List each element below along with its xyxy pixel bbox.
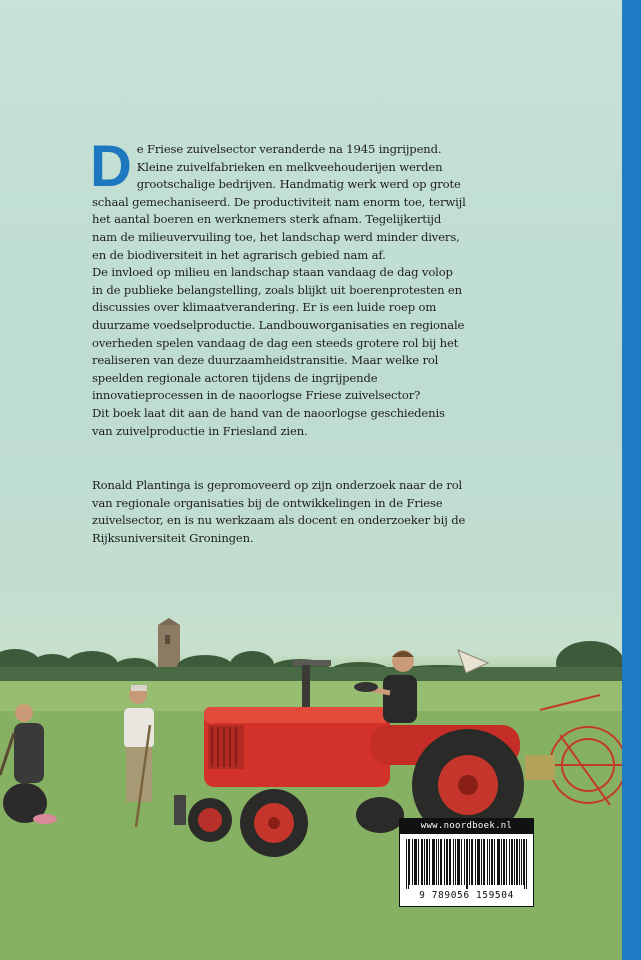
blurb-paragraph-3: Dit boek laat dit aan de hand van de naoorlogse geschiedenis van zuivelproductie in Friesland zien. <box>92 405 445 438</box>
barcode-bar <box>506 839 507 885</box>
barcode-bar <box>478 839 479 885</box>
blurb-paragraph-1-start: e Friese zuivelsector veranderde na 1945 ingrijpend. Kleine zuivelfabrieken en melkveehouderijen werden grootschalige bedrijven. Handmatig werk werd op grote <box>136 142 461 192</box>
author-bio <box>92 477 467 547</box>
barcode-bar <box>438 839 439 885</box>
barcode-bar <box>461 839 462 885</box>
barcode-bar <box>427 839 428 885</box>
barcode-bar <box>472 839 473 885</box>
barcode-label <box>399 818 534 907</box>
barcode-bar <box>415 839 416 885</box>
barcode-bar <box>491 839 492 885</box>
barcode-bar <box>416 839 417 885</box>
barcode-bar <box>440 839 441 885</box>
barcode-bar <box>523 839 524 885</box>
barcode-bar <box>514 839 515 885</box>
barcode-bar <box>455 839 456 885</box>
barcode-bar <box>498 839 499 885</box>
barcode-bar <box>517 839 518 885</box>
barcode-bar <box>418 839 419 885</box>
barcode-bar <box>426 839 427 885</box>
barcode-bar <box>481 839 482 885</box>
barcode-bar <box>459 839 460 885</box>
barcode-bar <box>412 839 413 885</box>
blurb-paragraph-2: De invloed op milieu en landschap staan vandaag de dag volop in de publieke belangstelling, zoals blijkt uit boerenprotesten en discussies over klimaatverandering. Er is een luide roep om duurzame voedselproductie. Landbouworganisaties en regionale overheden spelen vandaag de dag een steeds grotere rol bij het realiseren van deze duurzaamheidstransitie. Maar welke rol speelden regionale actoren tijdens de ingrijpende innovatieprocessen in de naoorlogse Friese zuivelsector? <box>92 265 465 403</box>
barcode-bar <box>409 839 410 885</box>
barcode-bar <box>464 839 465 885</box>
barcode-bar <box>469 839 470 885</box>
barcode-bar <box>483 839 484 885</box>
barcode-bar <box>492 839 493 885</box>
barcode-bar <box>457 839 458 885</box>
barcode-bar <box>444 839 445 885</box>
barcode-bar <box>489 839 490 885</box>
barcode-bar <box>475 839 476 885</box>
barcode-bar <box>453 839 454 885</box>
barcode-bar <box>422 839 423 885</box>
blurb-text <box>90 134 467 440</box>
barcode-bar <box>497 839 498 885</box>
barcode-bar <box>516 839 517 885</box>
barcode-bar <box>446 839 447 885</box>
barcode-bar <box>436 839 437 885</box>
barcode-bar <box>501 839 502 885</box>
author-bio-text: Ronald Plantinga is gepromoveerd op zijn onderzoek naar de rol van regionale organisaties bij de ontwikkelingen in de Friese zuivelsector, en is nu werkzaam als docent en onderzoeker bij de Rijksuniversiteit Groningen. <box>92 478 466 545</box>
isbn-digits: 9 789056 159504 <box>419 890 514 901</box>
barcode-bar <box>519 839 520 885</box>
blurb-paragraph-1-rest: schaal gemechaniseerd. De productiviteit nam enorm toe, terwijl het aantal boeren en werknemers sterk afnam. Tegelijkertijd nam de milieuvervuiling toe, het landschap werd minder divers, en de biodiversiteit in het agrarisch gebied nam af. <box>92 194 466 262</box>
spine-stripe <box>622 0 641 960</box>
barcode-bar <box>466 839 467 889</box>
barcode-bar <box>429 839 430 885</box>
barcode-bar <box>479 839 480 885</box>
barcode-bar <box>408 839 409 889</box>
barcode-bar <box>524 839 525 889</box>
barcode-bar <box>526 839 527 889</box>
barcode-bar <box>447 839 448 885</box>
barcode-bars <box>406 839 527 889</box>
barcode-bar <box>450 839 451 885</box>
barcode-bar <box>421 839 422 885</box>
barcode-bar <box>434 839 435 885</box>
barcode-bar <box>499 839 500 885</box>
barcode-bar <box>477 839 478 885</box>
barcode-bar <box>414 839 415 885</box>
barcode-bar <box>433 839 434 885</box>
barcode-bar <box>503 839 504 885</box>
barcode-bar <box>487 839 488 885</box>
barcode-bar <box>494 839 495 885</box>
barcode-bar <box>504 839 505 885</box>
barcode-bar <box>512 839 513 885</box>
barcode-bar <box>424 839 425 885</box>
barcode-bar <box>458 839 459 885</box>
drop-cap: D <box>90 134 132 199</box>
barcode-bar <box>484 839 485 885</box>
blurb-paragraph-1 <box>90 134 467 264</box>
publisher-url: www.noordboek.nl <box>400 819 533 834</box>
farm-tractor-photo <box>0 615 622 960</box>
barcode-bar <box>441 839 442 885</box>
barcode-bar <box>449 839 450 885</box>
barcode-bar <box>432 839 433 885</box>
barcode-bar <box>406 839 407 889</box>
barcode-bar <box>467 839 468 889</box>
barcode-bar <box>511 839 512 885</box>
barcode-bar <box>509 839 510 885</box>
barcode-bar <box>521 839 522 885</box>
barcode-bar <box>471 839 472 885</box>
